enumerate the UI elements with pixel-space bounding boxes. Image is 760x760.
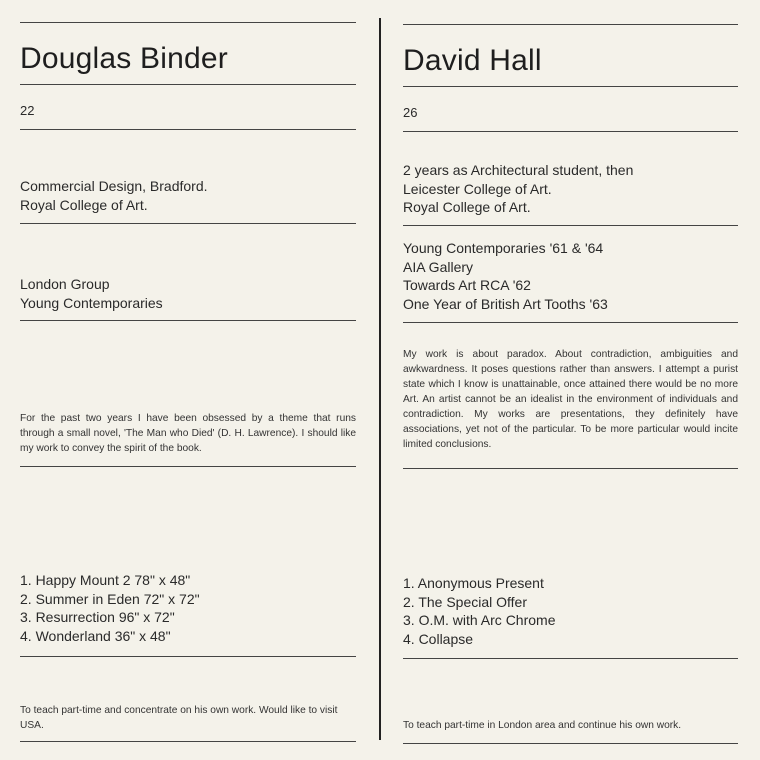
future-plans: To teach part-time in London area and continue his own work. [403, 720, 682, 731]
work-item: 4. Wonderland 36" x 48" [20, 627, 171, 644]
work-item: 3. Resurrection 96" x 72" [20, 609, 175, 625]
future-plans: To teach part-time and concentrate on his own work. Would like to visit USA. [20, 705, 338, 731]
exhibitions-list [20, 275, 356, 312]
column-divider [379, 18, 381, 740]
education-line: 2 years as Architectural student, then [403, 162, 634, 178]
artist-age: 22 [20, 103, 35, 118]
education-list [403, 161, 738, 217]
rule [403, 24, 738, 25]
exhibition-line: Young Contemporaries '61 & '64 [403, 240, 604, 256]
rule [403, 322, 738, 323]
work-item: 1. Happy Mount 2 78" x 48" [20, 572, 191, 588]
rule [403, 86, 738, 87]
education-list [20, 177, 356, 214]
education-line: Royal College of Art. [20, 196, 148, 213]
rule [403, 743, 738, 744]
artist-column-left [20, 0, 356, 760]
rule [403, 225, 738, 226]
rule [20, 84, 356, 85]
rule [20, 320, 356, 321]
exhibition-line: Towards Art RCA '62 [403, 277, 531, 293]
rule [20, 129, 356, 130]
rule [20, 223, 356, 224]
work-item: 2. The Special Offer [403, 593, 527, 610]
work-item: 3. O.M. with Arc Chrome [403, 612, 556, 628]
education-line: Royal College of Art. [403, 199, 531, 215]
artist-statement: My work is about paradox. About contradiction, ambiguities and awkwardness. It poses questions rather than answers. I attempt a purist state which I know is unattainable, once attained there would be no more Art. An artist cannot be an idealist in the environment of individuals and contradiction. My works are presentations, they definitely have associations, yet not of the particular. To be more particular would incite limited conclusions. [403, 349, 738, 450]
artist-name: Douglas Binder [20, 42, 228, 75]
exhibition-line: Young Contemporaries [20, 294, 163, 311]
education-line: Commercial Design, Bradford. [20, 178, 208, 194]
rule [403, 131, 738, 132]
exhibition-line: AIA Gallery [403, 258, 474, 275]
work-item: 2. Summer in Eden 72" x 72" [20, 590, 200, 607]
works-list [403, 574, 738, 648]
exhibition-line: One Year of British Art Tooths '63 [403, 295, 608, 312]
exhibitions-list [403, 239, 738, 313]
artist-name: David Hall [403, 44, 542, 77]
rule [20, 656, 356, 657]
artist-statement: For the past two years I have been obsessed by a theme that runs through a small novel, 'The Man who Died' (D. H. Lawrence). I should like my work to convey the spirit of the book. [20, 413, 356, 454]
rule [20, 22, 356, 23]
exhibition-line: London Group [20, 276, 110, 292]
work-item: 1. Anonymous Present [403, 575, 544, 591]
works-list [20, 571, 356, 645]
work-item: 4. Collapse [403, 630, 474, 647]
rule [20, 466, 356, 467]
artist-column-right [403, 0, 738, 760]
rule [403, 658, 738, 659]
education-line: Leicester College of Art. [403, 180, 552, 197]
rule [403, 468, 738, 469]
artist-age: 26 [403, 105, 418, 120]
rule [20, 741, 356, 742]
